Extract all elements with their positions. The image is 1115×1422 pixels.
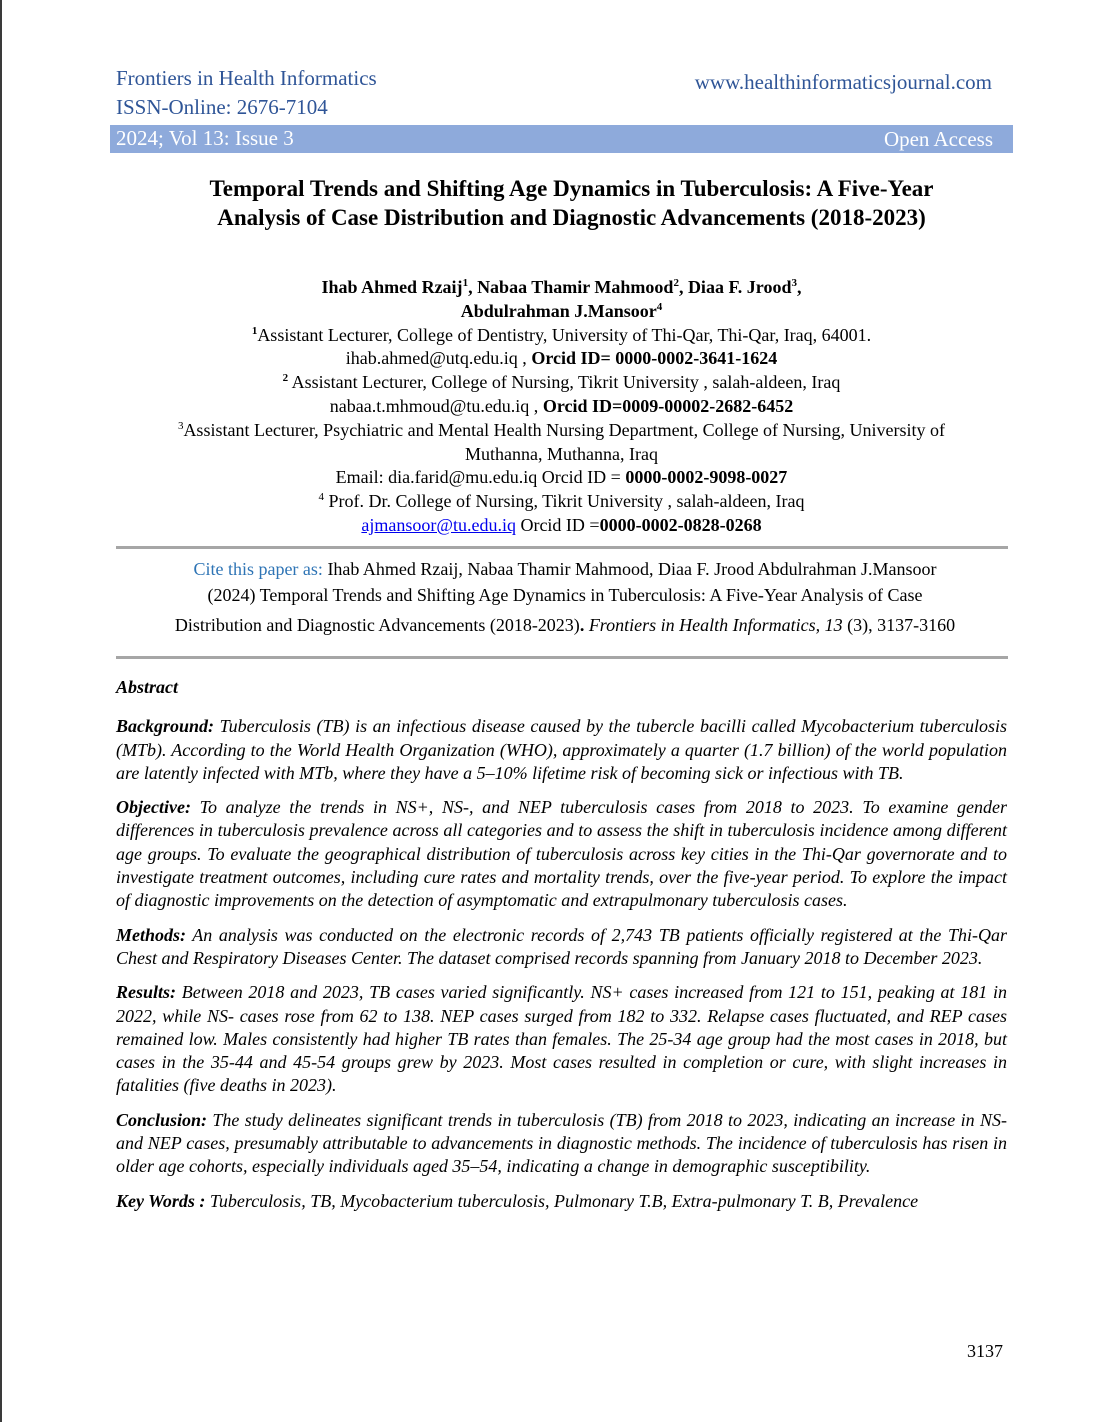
author-line: Abdulrahman J.Mansoor$^4$ <box>460 300 663 321</box>
orcid: Orcid ID=0009-00002-2682-6452 <box>542 395 794 416</box>
divider <box>116 656 1008 659</box>
abstract-background: Background: Tuberculosis (TB) is an infectious disease caused by the tubercle bacilli called Mycobacterium tuberculosis (MTb). According to the World Health Organization (WHO), approximately a quarter (1.7 billion) of the world population are latently infected with MTb, where they have a 5–10% lifetime risk of becoming sick or infectious with TB. <box>116 716 1007 783</box>
cite-label: Cite this paper as: <box>193 559 323 579</box>
email: Email: dia.farid@mu.edu.iq Orcid ID = <box>335 467 626 488</box>
author-name: Diaa F. Jrood <box>687 277 792 297</box>
email: ihab.ahmed@utq.edu.iq , <box>345 348 532 369</box>
affiliation: $^3$Assistant Lecturer, Psychiatric and Mental Health Nursing Department, College of Nursing, University of <box>177 419 946 440</box>
orcid: Orcid ID= 0000-0002-3641-1624 <box>531 348 778 369</box>
volume-issue: 2024; Vol 13: Issue 3 <box>116 126 294 150</box>
journal-name: Frontiers in Health Informatics <box>116 66 377 90</box>
contact-line <box>110 395 1013 419</box>
journal-url[interactable]: www.healthinformaticsjournal.com <box>694 70 992 94</box>
keywords: Key Words : Tuberculosis, TB, Mycobacterium tuberculosis, Pulmonary T.B, Extra-pulmonary T. B, Prevalence <box>116 1190 919 1211</box>
email-link[interactable]: ajmansoor@tu.edu.iq <box>361 514 516 535</box>
title-line: Analysis of Case Distribution and Diagnostic Advancements (2018-2023) <box>217 205 926 230</box>
page-edge <box>0 0 2 1422</box>
contact-line <box>110 347 1013 371</box>
author-name: Ihab Ahmed Rzaij <box>321 277 463 297</box>
abstract-methods: Methods: An analysis was conducted on the electronic records of 2,743 TB patients officially registered at the Thi-Qar Chest and Respiratory Diseases Center. The dataset comprised records spanning from January 2018 to December 2023. <box>116 924 1007 968</box>
title-line: Temporal Trends and Shifting Age Dynamics in Tuberculosis: A Five-Year <box>209 176 934 201</box>
abstract-conclusion: Conclusion: The study delineates significant trends in tuberculosis (TB) from 2018 to 2023, indicating an increase in NS- and NEP cases, presumably attributable to advancements in diagnostic methods. The incidence of tuberculosis has risen in older age cohorts, especially individuals aged 35–54, indicating a change in demographic susceptibility. <box>116 1109 1007 1177</box>
issn: ISSN-Online: 2676-7104 <box>116 95 328 119</box>
author-name: Abdulrahman J.Mansoor <box>460 300 657 321</box>
abstract-results: Results: Between 2018 and 2023, TB cases varied significantly. NS+ cases increased from 121 to 151, peaking at 181 in 2022, while NS- cases rose from 62 to 138. NEP cases surged from 182 to 332. Relapse cases fluctuated, and REP cases remained low. Males consistently had higher TB rates than females. The 25-34 age group had the most cases in 2018, but cases in the 35-44 and 45-54 groups grew by 2023. Most cases resulted in completion or cure, with slight increases in fatalities (five deaths in 2023). <box>116 982 1007 1096</box>
abstract-objective: Objective: To analyze the trends in NS+, NS-, and NEP tuberculosis cases from 2018 to 2023. To examine gender differences in tuberculosis prevalence across all categories and to assess the shift in tuberculosis incidence among different age groups. To evaluate the geographical distribution of tuberculosis across key cities in the Thi-Qar governorate and to investigate treatment outcomes, including cure rates and mortality trends, over the five-year period. To explore the impact of diagnostic improvements on the detection of asymptomatic and extrapulmonary tuberculosis cases. <box>116 797 1007 911</box>
abstract-heading: Abstract <box>116 677 179 697</box>
citation-block: Cite this paper as: Ihab Ahmed Rzaij, Nabaa Thamir Mahmood, Diaa F. Jrood Abdulrahman J.Mansoor (2024) Temporal Trends and Shifting Age Dynamics in Tuberculosis: A Five-Year Analysis of Case Distribution and Diagnostic Advancements (2018-2023). Frontiers in Health Informatics, 13 (3), 3137-3160 <box>174 559 956 635</box>
affiliation-cont: Muthanna, Muthanna, Iraq <box>465 443 658 464</box>
affiliation: $^4$ Prof. Dr. College of Nursing, Tikrit University , salah-aldeen, Iraq <box>318 491 805 512</box>
issue-banner <box>110 125 1013 153</box>
page-number: 3137 <box>967 1341 1003 1361</box>
email: nabaa.t.mhmoud@tu.edu.iq , <box>329 395 543 416</box>
abstract <box>116 676 1007 1224</box>
author-line: Ihab Ahmed Rzaij$^1$, Nabaa Thamir Mahmood$^2$, Diaa F. Jrood$^3$, <box>321 277 802 297</box>
paper-title <box>110 174 1033 232</box>
affiliation: $^2$ Assistant Lecturer, College of Nursing, Tikrit University , salah-aldeen, Iraq <box>282 372 841 393</box>
affiliation: $^1$Assistant Lecturer, College of Dentistry, University of Thi-Qar, Thi-Qar, Iraq, 64001. <box>251 324 872 345</box>
orcid: 0000-0002-9098-0027 <box>625 467 788 488</box>
open-access-label: Open Access <box>883 127 993 151</box>
contact-line: ajmansoor@tu.edu.iq Orcid ID =0000-0002-0828-0268 <box>361 514 762 535</box>
contact-line <box>110 466 1013 490</box>
divider <box>116 546 1008 549</box>
orcid: 0000-0002-0828-0268 <box>599 514 762 535</box>
author-name: Nabaa Thamir Mahmood <box>477 277 674 297</box>
author-block <box>110 276 1013 538</box>
